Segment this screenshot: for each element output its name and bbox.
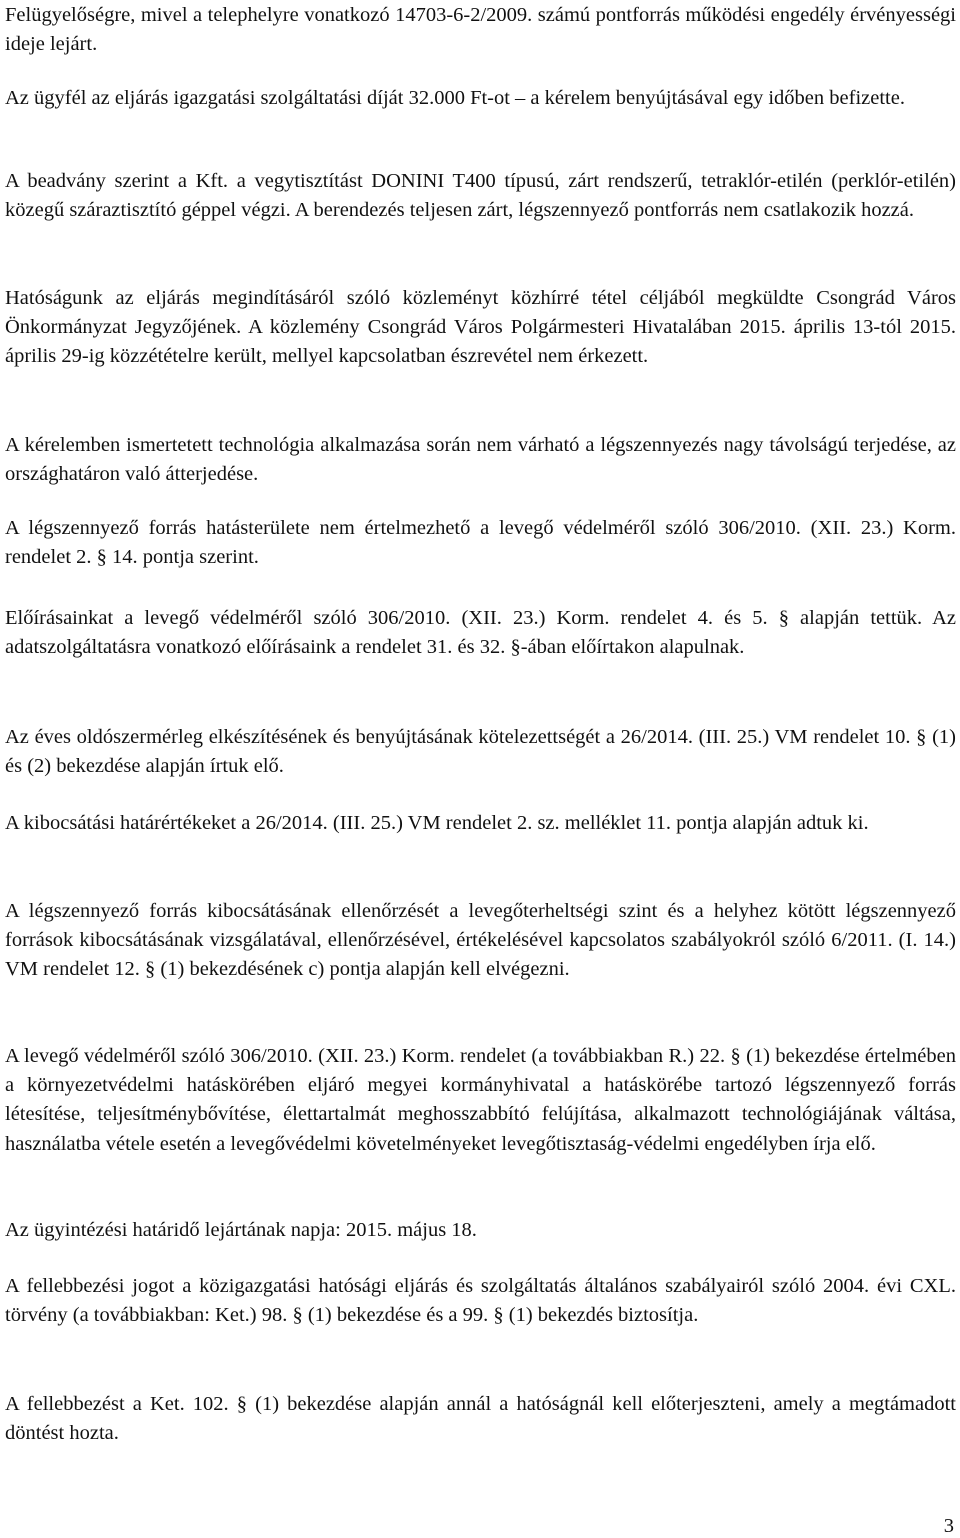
paragraph-impact-area: A légszennyező forrás hatásterülete nem értelmezhető a levegő védelméről szóló 306/2010. (XII. 23.) Korm. rendelet 2. § 14. pontja szerint.: [5, 517, 956, 569]
paragraph-appeal-submission: A fellebbezést a Ket. 102. § (1) bekezdése alapján annál a hatóságnál kell előterjeszteni, amely a megtámadott döntést hozta.: [5, 1393, 956, 1445]
paragraph-deadline: Az ügyintézési határidő lejártának napja: 2015. május 18.: [5, 1219, 477, 1241]
paragraph-public-notice: Hatóságunk az eljárás megindításáról szóló közleményt közhírré tétel céljából megküldte Csongrád Város Önkormányzat Jegyzőjének. A közlemény Csongrád Város Polgármesteri Hivatalában 2015. április 13-tól 2015. április 29-ig közzétételre került, mellyel kapcsolatban észrevétel nem érkezett.: [5, 287, 956, 368]
page-number: 3: [943, 1515, 954, 1537]
paragraph-emission-control: A légszennyező forrás kibocsátásának ellenőrzését a levegőterheltségi szint és a helyhez kötött légszennyező források kibocsátásának vizsgálatával, ellenőrzésével, értékelésével kapcsolatos szabályokról szóló 6/2011. (I. 14.) VM rendelet 12. § (1) bekezdésének c) pontja alapján kell elvégezni.: [5, 900, 956, 981]
paragraph-authority-competence: A levegő védelméről szóló 306/2010. (XII. 23.) Korm. rendelet (a továbbiakban R.) 22. § (1) bekezdése értelmében a környezetvédelmi hatáskörében eljáró megyei kormányhivatal a hatáskörébe tartozó légszennyező forrás létesítése, teljesítménybővítése, élettartalmát meghosszabbító felújítása, alkalmazott technológiájának váltása, használatba vétele esetén a levegővédelmi követelményeket levegőtisztaság-védelmi engedélyben írja elő.: [5, 1045, 956, 1155]
paragraph-solvent-balance: Az éves oldószermérleg elkészítésének és benyújtásának kötelezettségét a 26/2014. (III. 25.) VM rendelet 10. § (1) és (2) bekezdése alapján írtuk elő.: [5, 726, 956, 778]
paragraph-fee-payment: Az ügyfél az eljárás igazgatási szolgáltatási díját 32.000 Ft-ot – a kérelem benyújtásával egy időben befizette.: [5, 87, 905, 109]
paragraph-license-expiry: Felügyelőségre, mivel a telephelyre vonatkozó 14703-6-2/2009. számú pontforrás működési engedély érvényességi ideje lejárt.: [5, 4, 956, 56]
paragraph-requirements-basis: Előírásainkat a levegő védelméről szóló 306/2010. (XII. 23.) Korm. rendelet 4. és 5. § alapján tettük. Az adatszolgáltatásra vonatkozó előírásaink a rendelet 31. és 32. §-ában előírtakon alapulnak.: [5, 607, 956, 659]
paragraph-dry-cleaning-machine: A beadvány szerint a Kft. a vegytisztítást DONINI T400 típusú, zárt rendszerű, tetraklór-etilén (perklór-etilén) közegű száraztisztító géppel végzi. A berendezés teljesen zárt, légszennyező pontforrás nem csatlakozik hozzá.: [5, 170, 956, 222]
paragraph-appeal-right: A fellebbezési jogot a közigazgatási hatósági eljárás és szolgáltatás általános szabályairól szóló 2004. évi CXL. törvény (a továbbiakban: Ket.) 98. § (1) bekezdése és a 99. § (1) bekezdés biztosítja.: [5, 1275, 956, 1327]
paragraph-emission-limits: A kibocsátási határértékeket a 26/2014. (III. 25.) VM rendelet 2. sz. melléklet 11. pontja alapján adtuk ki.: [5, 812, 869, 834]
paragraph-transboundary-effect: A kérelemben ismertetett technológia alkalmazása során nem várható a légszennyezés nagy távolságú terjedése, az országhatáron való átterjedése.: [5, 434, 956, 486]
